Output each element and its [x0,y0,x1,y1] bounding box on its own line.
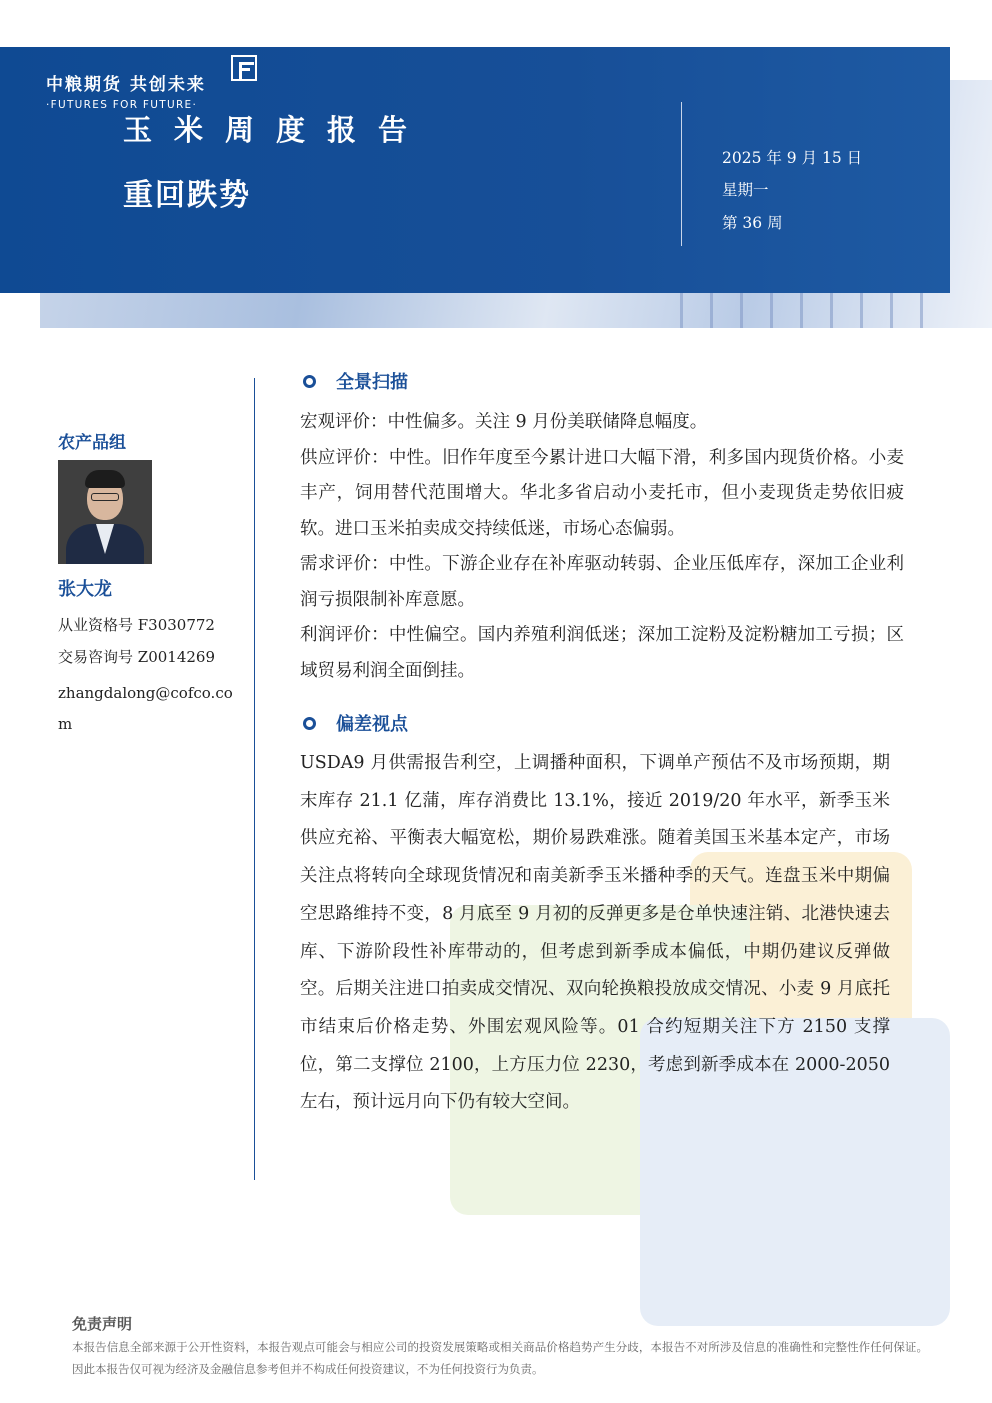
report-week: 第 36 周 [722,214,783,232]
report-title: 玉米周度报告 [123,113,430,147]
disclaimer-text: 本报告信息全部来源于公开性资料，本报告观点可能会与相应公司的投资发展策略或相关商品价格趋势产生分歧，本报告不对所涉及信息的准确性和完整性作任何保证。因此本报告仅可视为经济及金融信息参考但并不构成任何投资建议，不为任何投资行为负责。 [72,1340,928,1376]
avatar-glasses [91,493,119,501]
brand-name-en: ·FUTURES FOR FUTURE· [46,99,198,111]
avatar-hair [85,470,125,488]
sidebar-divider [254,378,255,1180]
analyst-name: 张大龙 [58,579,112,600]
section-body-overview: 宏观评价：中性偏多。关注 9 月份美联储降息幅度。 供应评价：中性。旧作年度至今累计进口大幅下滑，利多国内现货价格。小麦丰产，饲用替代范围增大。华北多省启动小麦托市，但小麦现货走势依旧疲软。进口玉米拍卖成交持续低迷，市场心态偏弱。 需求评价：中性。下游企业存在补库驱动转弱、企业压低库存，深加工企业利润亏损限制补库意愿。 利润评价：中性偏空。国内养殖利润低迷；深加工淀粉及淀粉糖加工亏损；区域贸易利润全面倒挂。 [300,412,904,681]
circle-bullet-icon [303,375,316,388]
section-title: 全景扫描 [336,372,408,393]
brand-name-cn: 中粮期货 共创未来 [46,75,206,95]
report-subtitle: 重回跌势 [123,178,251,213]
analyst-email[interactable]: zhangdalong@cofco.com [58,684,233,733]
section-header-overview [303,368,408,394]
qualification-number: 从业资格号 F3030772 [58,616,215,634]
brand-logo [46,70,206,111]
circle-bullet-icon [303,717,316,730]
report-date: 2025 年 9 月 15 日 [722,149,863,167]
section-body-viewpoint: USDA9 月供需报告利空，上调播种面积，下调单产预估不及市场预期，期末库存 21.1 亿蒲，库存消费比 13.1%，接近 2019/20 年水平，新季玉米供应充裕、平衡表大幅宽松，期价易跌难涨。随着美国玉米基本定产，市场关注点将转向全球现货情况和南美新季玉米播种季的天气。连盘玉米中期偏空思路维持不变，8 月底至 9 月初的反弹更多是仓单快速注销、北港快速去库、下游阶段性补库带动的，但考虑到新季成本偏低，中期仍建议反弹做空。后期关注进口拍卖成交情况、双向轮换粮投放成交情况、小麦 9 月底托市结束后价格走势、外围宏观风险等。01 合约短期关注下方 2150 支撑位，第二支撑位 2100，上方压力位 2230，考虑到新季成本在 2000-2050 左右，预计远月向下仍有较大空间。 [300,753,890,1113]
header-divider [681,102,682,246]
consulting-number: 交易咨询号 Z0014269 [58,648,215,666]
report-weekday: 星期一 [722,181,769,199]
section-title: 偏差视点 [336,714,408,735]
section-header-viewpoint [303,710,408,736]
analyst-photo [58,460,152,564]
team-label: 农产品组 [58,433,126,453]
logo-f-icon [231,55,257,81]
disclaimer-title: 免责声明 [72,1315,133,1333]
